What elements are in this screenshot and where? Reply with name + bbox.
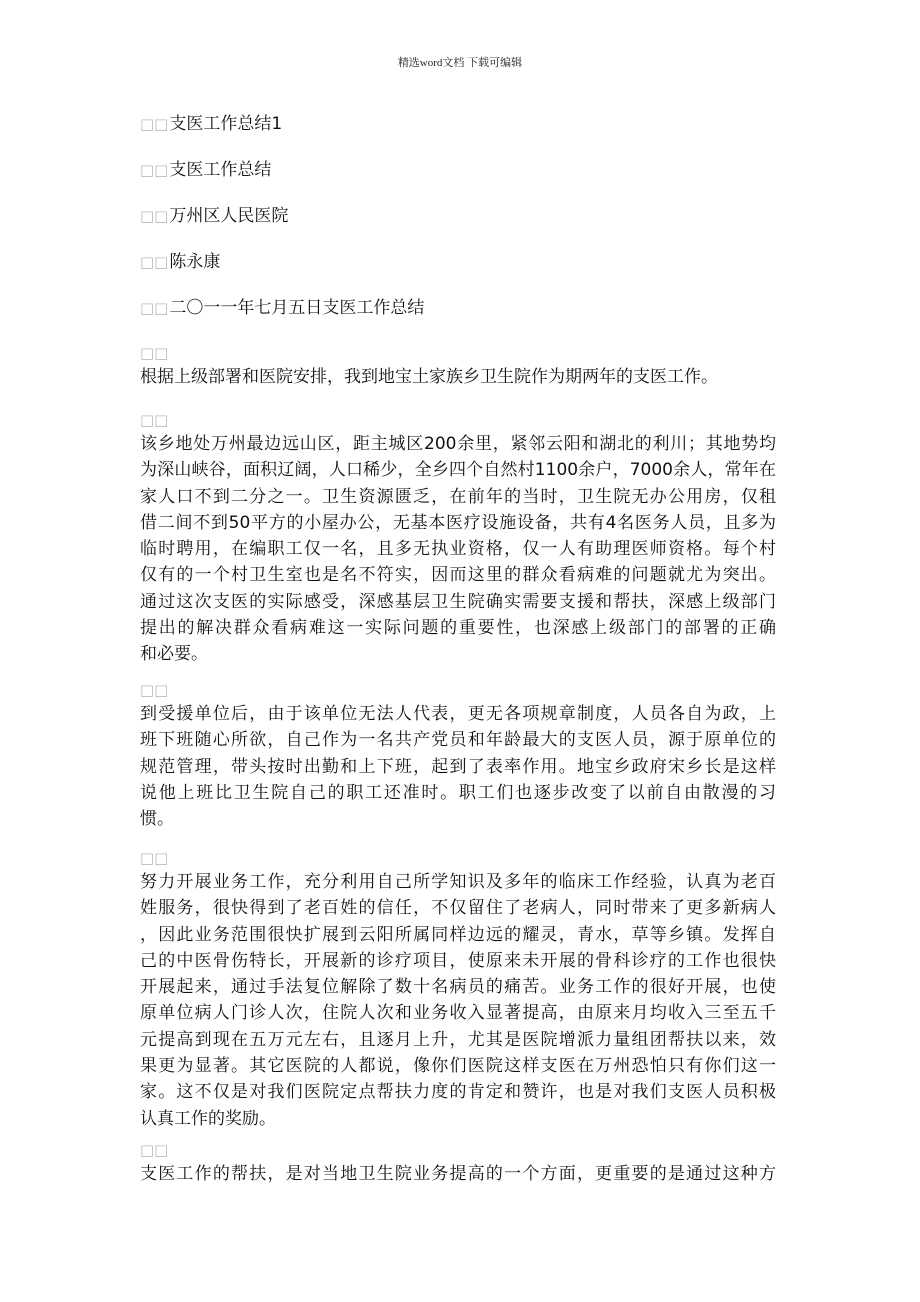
- paragraph-line: 说他上班比卫生院自己的职工还准时。职工们也逐步改变了以前自由散漫的习: [140, 782, 776, 803]
- paragraph-line: 根据上级部署和医院安排，我到地宝土家族乡卫生院作为期两年的支医工作。: [140, 367, 718, 387]
- paragraph: [140, 1139, 776, 1187]
- paragraph-line: 开展起来，通过手法复位解除了数十名病员的痛苦。业务工作的很好开展，也使: [140, 977, 776, 998]
- paragraph-line: 家。这不仅是对我们医院定点帮扶力度的肯定和赞许，也是对我们支医人员积极: [140, 1082, 776, 1103]
- placeholder-glyphs: □□: [140, 849, 169, 867]
- paragraph-line: 仅有的一个村卫生室也是名不符实，因而这里的群众看病难的问题就尤为突出。: [140, 565, 776, 586]
- title-line: [140, 251, 220, 273]
- placeholder-glyphs: □□: [140, 299, 169, 317]
- paragraph: [140, 409, 776, 668]
- title-text: 支医工作总结: [169, 160, 272, 180]
- title-line: [140, 113, 282, 135]
- title-line: [140, 205, 288, 227]
- placeholder-glyphs: □□: [140, 411, 169, 429]
- paragraph-line: ，因此业务范围很快扩展到云阳所属同样边远的耀灵，青水，草等乡镇。发挥自: [140, 924, 776, 945]
- title-text: 万州区人民医院: [169, 206, 289, 226]
- paragraph-line: 惯。: [140, 809, 174, 830]
- paragraph: [140, 679, 776, 832]
- title-line: [140, 159, 271, 181]
- placeholder-glyphs: □□: [140, 253, 169, 271]
- paragraph-line: 临时聘用，在编职工仅一名，且多无执业资格，仅一人有助理医师资格。每个村: [140, 539, 776, 560]
- paragraph-line: 提出的解决群众看病难这一实际问题的重要性，也深感上级部门的部署的正确: [140, 618, 776, 639]
- paragraph-line: 通过这次支医的实际感受，深感基层卫生院确实需要支援和帮扶，深感上级部门: [140, 591, 776, 612]
- title-text: 陈永康: [169, 252, 221, 272]
- paragraph-line: 为深山峡谷，面积辽阔，人口稀少，全乡四个自然村1100余户，7000余人，常年在: [140, 460, 776, 481]
- paragraph-line: 认真工作的奖励。: [140, 1108, 276, 1129]
- paragraph-line: 原单位病人门诊人次，住院人次和业务收入显著提高，由原来月均收入三至五千: [140, 1003, 776, 1024]
- paragraph-line: 该乡地处万州最边远山区，距主城区200余里，紧邻云阳和湖北的利川；其地势均: [140, 434, 776, 454]
- paragraph-line: 元提高到现在五万元左右，且逐月上升，尤其是医院增派力量组团帮扶以来，效: [140, 1029, 776, 1050]
- paragraph-line: 努力开展业务工作，充分利用自己所学知识及多年的临床工作经验，认真为老百: [140, 872, 776, 892]
- paragraph-line: 家人口不到二分之一。卫生资源匮乏，在前年的当时，卫生院无办公用房，仅租: [140, 486, 776, 507]
- placeholder-glyphs: □□: [140, 344, 169, 362]
- placeholder-glyphs: □□: [140, 207, 169, 225]
- paragraph-line: 支医工作的帮扶，是对当地卫生院业务提高的一个方面，更重要的是通过这种方: [140, 1164, 776, 1184]
- paragraph: [140, 342, 776, 390]
- paragraph-line: 借二间不到50平方的小屋办公，无基本医疗设施设备，共有4名医务人员，且多为: [140, 512, 776, 533]
- title-line: [140, 297, 424, 319]
- paragraph: [140, 847, 776, 1132]
- title-text: 二〇一一年七月五日支医工作总结: [169, 298, 425, 318]
- placeholder-glyphs: □□: [140, 1141, 169, 1159]
- paragraph-line: 规范管理，带头按时出勤和上下班，起到了表率作用。地宝乡政府宋乡长是这样: [140, 756, 776, 777]
- placeholder-glyphs: □□: [140, 115, 169, 133]
- paragraph-line: 己的中医骨伤特长，开展新的诊疗项目，使原来未开展的骨科诊疗的工作也很快: [140, 950, 776, 971]
- title-text: 支医工作总结1: [169, 114, 283, 134]
- paragraph-line: 姓服务，很快得到了老百姓的信任，不仅留住了老病人，同时带来了更多新病人: [140, 898, 776, 919]
- paragraph-line: 到受援单位后，由于该单位无法人代表，更无各项规章制度，人员各自为政，上: [140, 704, 776, 724]
- placeholder-glyphs: □□: [140, 681, 169, 699]
- paragraph-line: 果更为显著。其它医院的人都说，像你们医院这样支医在万州恐怕只有你们这一: [140, 1056, 776, 1077]
- paragraph-line: 班下班随心所欲，自己作为一名共产党员和年龄最大的支医人员，源于原单位的: [140, 730, 776, 751]
- paragraph-line: 和必要。: [140, 644, 208, 665]
- page-header: 精选word文档 下载可编辑: [397, 57, 523, 69]
- placeholder-glyphs: □□: [140, 161, 169, 179]
